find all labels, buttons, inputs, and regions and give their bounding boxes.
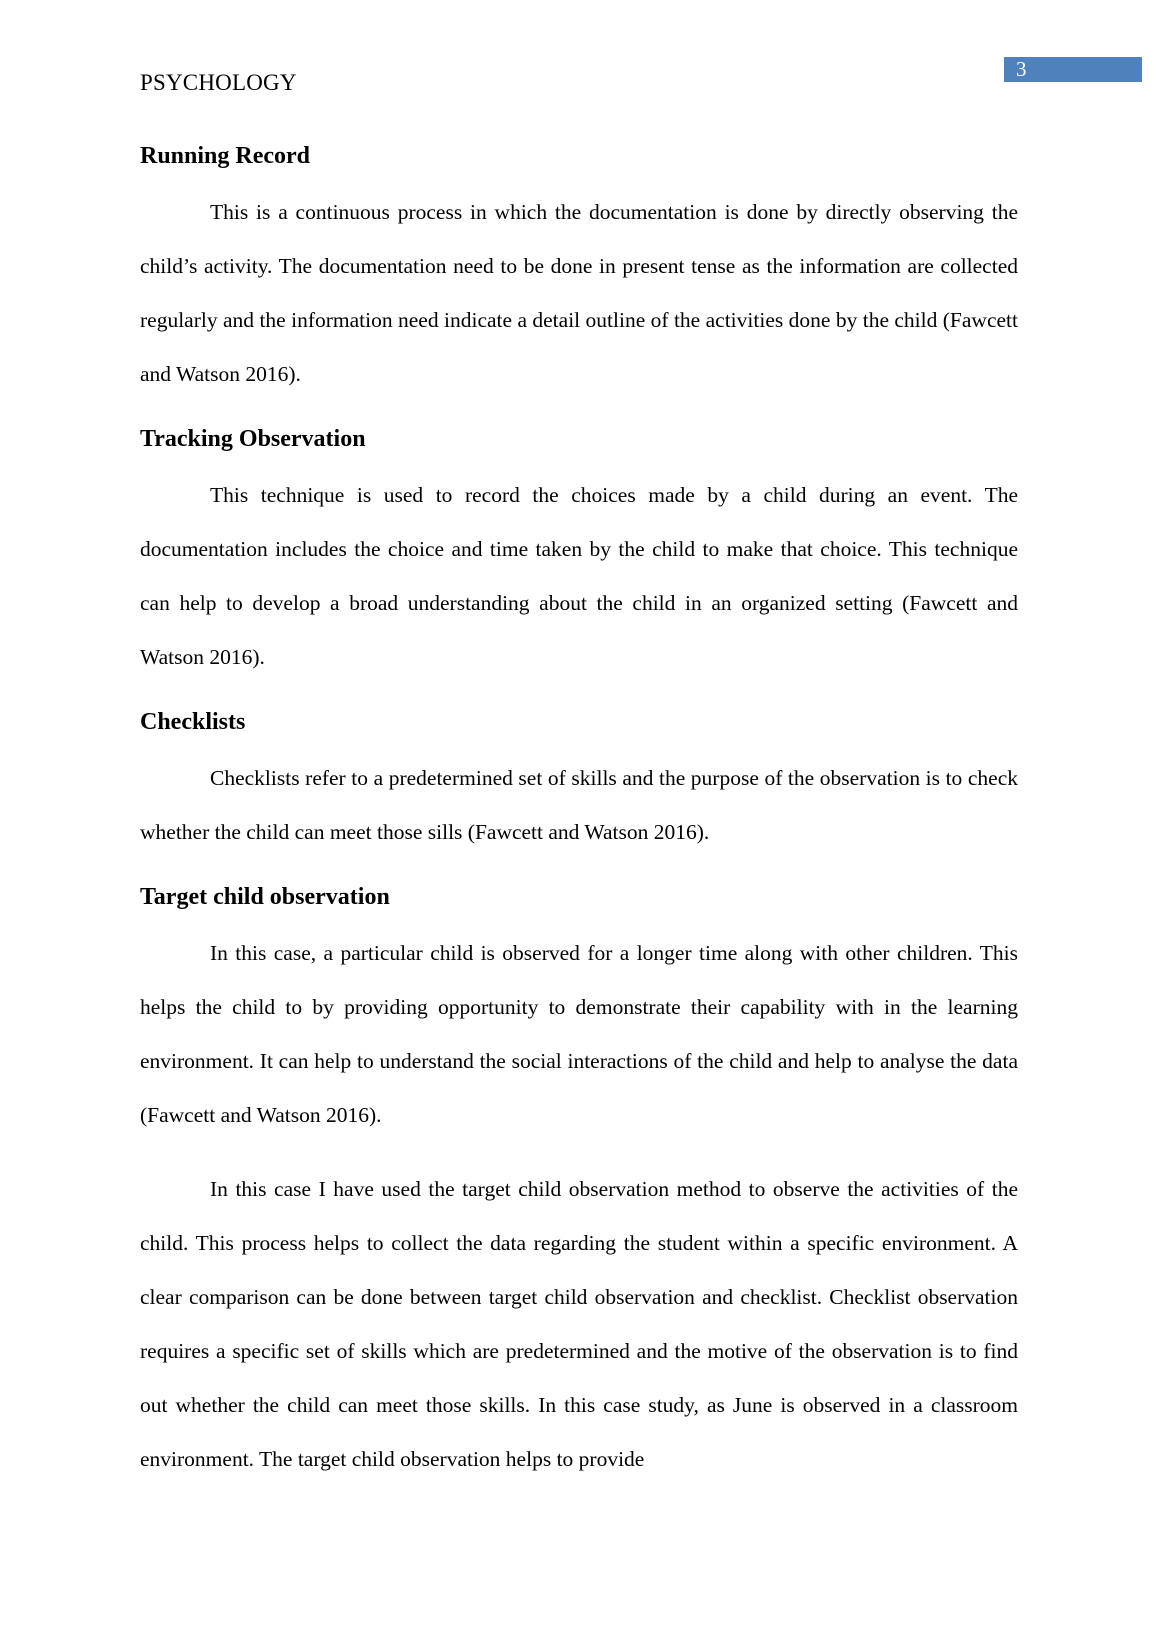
section-heading-target-child-observation: Target child observation bbox=[140, 884, 390, 910]
section-heading-tracking-observation: Tracking Observation bbox=[140, 426, 366, 452]
section-paragraph-tracking-observation: This technique is used to record the choices made by a child during an event. The documentation includes the choice and time taken by the child to make that choice. This technique can help to develop a broad understanding about the child in an organized setting (Fawcett and Watson 2016). bbox=[140, 483, 1018, 669]
closing-paragraph: In this case I have used the target child observation method to observe the activities of the child. This process helps to collect the data regarding the student within a specific environment. A clear comparison can be done between target child observation and checklist. Checklist observation requires a specific set of skills which are predetermined and the motive of the observation is to find out whether the child can meet those skills. In this case study, as June is observed in a classroom environment. The target child observation helps to provide bbox=[140, 1177, 1018, 1471]
section-paragraph-target-child-observation: In this case, a particular child is observed for a longer time along with other children. This helps the child to by providing opportunity to demonstrate their capability with in the learning environment. It can help to understand the social interactions of the child and help to analyse the data (Fawcett and Watson 2016). bbox=[140, 941, 1018, 1127]
section-paragraph-running-record: This is a continuous process in which the documentation is done by directly observing the child’s activity. The documentation need to be done in present tense as the information are collected regularly and the information need indicate a detail outline of the activities done by the child (Fawcett and Watson 2016). bbox=[140, 200, 1018, 386]
section-heading-checklists: Checklists bbox=[140, 709, 246, 735]
running-header: PSYCHOLOGY bbox=[140, 70, 297, 95]
section-paragraph-checklists: Checklists refer to a predetermined set of skills and the purpose of the observation is to check whether the child can meet those sills (Fawcett and Watson 2016). bbox=[140, 766, 1018, 844]
section-heading-running-record: Running Record bbox=[140, 143, 311, 169]
document-body bbox=[140, 136, 1018, 1486]
page-number: 3 bbox=[1004, 57, 1142, 82]
